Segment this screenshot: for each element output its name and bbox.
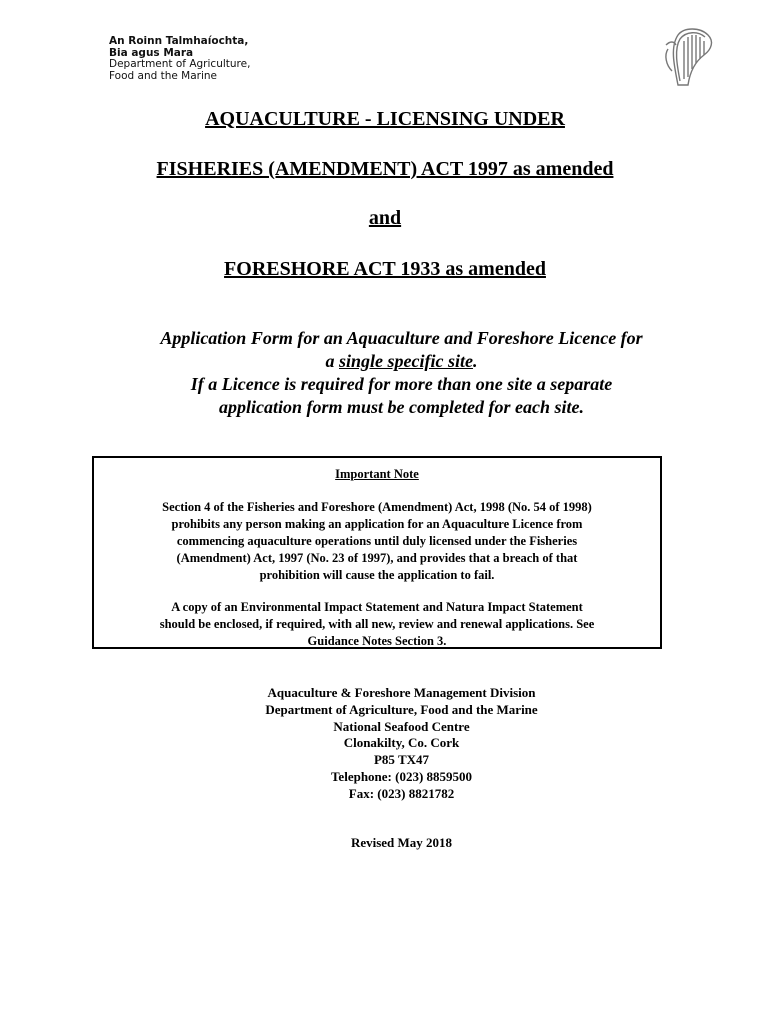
revision-date: Revised May 2018 bbox=[350, 835, 453, 850]
single-specific-site-text: single specific site bbox=[339, 351, 473, 371]
application-line-1: Application Form for an Aquaculture and Foreshore Licence for bbox=[160, 328, 643, 348]
note-p1-line: commencing aquaculture operations until duly licensed under the Fisheries bbox=[176, 534, 578, 548]
address-department: Department of Agriculture, Food and the Marine bbox=[265, 701, 538, 717]
title-fisheries-act: FISHERIES (AMENDMENT) ACT 1997 as amended bbox=[156, 158, 614, 180]
note-p1-line: Section 4 of the Fisheries and Foreshore (Amendment) Act, 1998 (No. 54 of 1998) bbox=[162, 500, 592, 514]
important-note-paragraph-1 bbox=[94, 499, 660, 584]
title-and: and bbox=[368, 207, 402, 229]
harp-logo-icon bbox=[660, 25, 720, 91]
address-division: Aquaculture & Foreshore Management Division bbox=[267, 685, 536, 700]
application-description bbox=[0, 327, 770, 419]
department-header bbox=[109, 36, 250, 82]
note-p2-line: A copy of an Environmental Impact Statement and Natura Impact Statement bbox=[171, 600, 583, 614]
application-line-2-suffix: . bbox=[472, 351, 478, 371]
note-p1-line: prohibits any person making an application for an Aquaculture Licence from bbox=[171, 517, 583, 531]
title-foreshore-act: FORESHORE ACT 1933 as amended bbox=[224, 258, 546, 280]
important-note-box bbox=[92, 456, 662, 649]
address-eircode: P85 TX47 bbox=[373, 752, 429, 768]
dept-name-irish-1: An Roinn Talmhaíochta, bbox=[109, 35, 249, 47]
note-p1-line: (Amendment) Act, 1997 (No. 23 of 1997), and provides that a breach of that bbox=[176, 551, 578, 565]
note-p1-line: prohibition will cause the application to fail. bbox=[259, 568, 495, 582]
important-note-paragraph-2 bbox=[94, 599, 660, 650]
application-line-3: If a Licence is required for more than one site a separate bbox=[190, 374, 613, 394]
important-note-title: Important Note bbox=[335, 467, 419, 481]
application-line-2 bbox=[0, 350, 770, 373]
address-town: Clonakilty, Co. Cork bbox=[343, 735, 460, 751]
application-line-2-prefix: a bbox=[325, 351, 339, 371]
address-fax: Fax: (023) 8821782 bbox=[348, 785, 455, 801]
address-telephone: Telephone: (023) 8859500 bbox=[330, 768, 473, 784]
dept-name-irish-2: Bia agus Mara bbox=[109, 46, 194, 59]
title-aquaculture-licensing: AQUACULTURE - LICENSING UNDER bbox=[205, 108, 565, 130]
dept-name-english-2: Food and the Marine bbox=[109, 69, 218, 82]
contact-address bbox=[0, 685, 770, 803]
application-line-4: application form must be completed for each site. bbox=[219, 397, 584, 417]
dept-name-english-1: Department of Agriculture, bbox=[109, 58, 251, 70]
address-centre: National Seafood Centre bbox=[333, 718, 470, 734]
note-p2-line: Guidance Notes Section 3. bbox=[307, 634, 447, 648]
note-p2-line: should be enclosed, if required, with all new, review and renewal applications. See bbox=[159, 617, 595, 631]
